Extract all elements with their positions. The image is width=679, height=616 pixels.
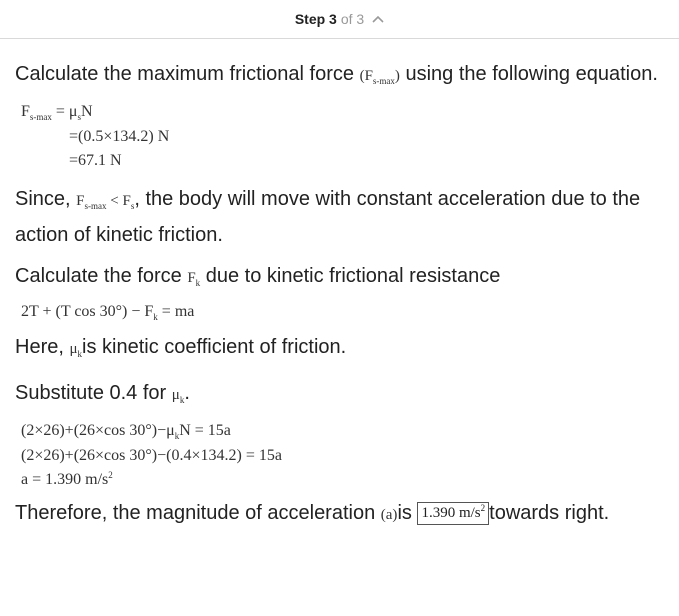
paragraph-kinetic-force: Calculate the force $F_k$ due to kinetic frictional resistance	[15, 265, 501, 288]
equation-fsmax: $F_{s-max} = \mu_sN$ =(0.5×134.2) N =67.1 N	[21, 103, 170, 169]
paragraph-here: Here, $\mu_kis$ kinetic coefficient of friction.	[15, 336, 347, 359]
solution-step-content	[15, 52, 665, 532]
equation-kinetic: 2T + (T $\cos 30^\circ) - F_k$ = ma	[21, 303, 195, 322]
final-answer-box: 1.390 $m/s^2$	[417, 502, 489, 525]
paragraph-substitute: Substitute 0.4 for $\mu_k$.	[15, 382, 190, 405]
paragraph-conclusion: Therefore, the magnitude of acceleration (a)is 1.390 $m/s^2$ towards right.	[15, 502, 610, 524]
chevron-up-icon[interactable]	[372, 15, 384, 23]
step-of-count: of 3	[340, 11, 365, 27]
step-header[interactable]	[0, 0, 679, 39]
equation-substitution: (2×26)+(26×cos $30^\circ)-\mu_kN = 15a$ (2×26)+(26×cos 30°)−(0.4×134.2) = 15a a = 1.390 $m/s^2$	[21, 422, 282, 488]
paragraph-since: Since, $F_{s-max} < F_s$, the body will move with constant acceleration due to the action of kinetic friction.	[15, 188, 641, 246]
math-fsmax: $(F_{s-max})$	[359, 68, 400, 86]
paragraph-max-friction: Calculate the maximum frictional force $(F_{s-max})$ using the following equation.	[15, 63, 658, 86]
step-label: Step 3	[294, 11, 337, 27]
